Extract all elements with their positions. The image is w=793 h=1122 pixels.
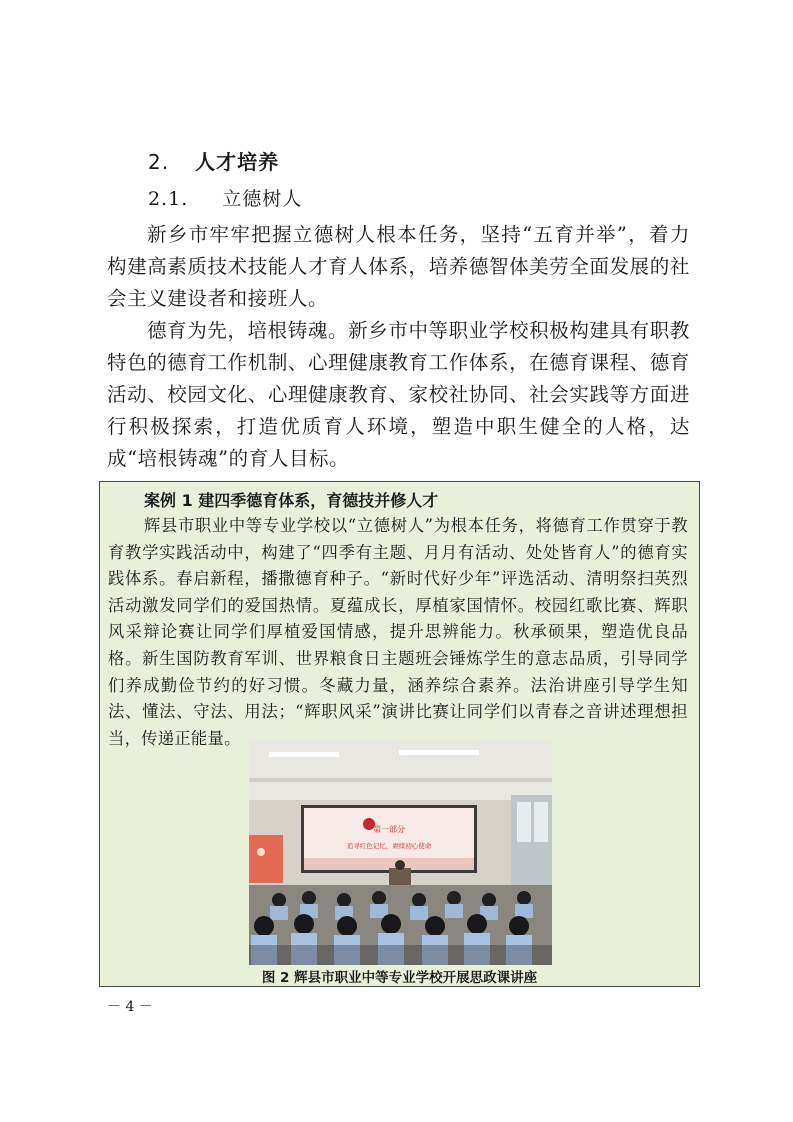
section-number: 2. [148,150,170,174]
section-heading [148,146,279,175]
case-study-box [99,481,700,987]
screen-subtitle: 追寻红色记忆，赓续初心使命 [346,842,432,850]
case-title: 案例 1 建四季德育体系，育德技并修人才 [144,491,439,510]
paragraph-intro: 新乡市牢牢把握立德树人根本任务，坚持“五育并举”，着力构建高素质技术技能人才育人体系，培养德智体美劳全面发展的社会主义建设者和接班人。 [107,223,690,310]
subsection-title: 立德树人 [222,188,303,210]
figure-caption: 图 2 辉县市职业中等专业学校开展思政课讲座 [261,970,538,986]
section-title: 人才培养 [195,150,280,174]
screen-title: 第一部分 [373,825,405,834]
subsection-heading [148,184,302,211]
subsection-number: 2.1. [148,188,189,210]
lecture-photo [249,740,552,965]
page-number: － 4 － [107,999,153,1015]
lecture-photo-illustration [249,740,552,965]
case-body: 辉县市职业中等专业学校以“立德树人”为根本任务，将德育工作贯穿于教育教学实践活动中，构建了“四季有主题、月月有活动、处处皆育人”的德育实践体系。春启新程，播撒德育种子。“新时代好少年”评选活动、清明祭扫英烈活动激发同学们的爱国热情。夏蕴成长，厚植家国情怀。校园红歌比赛、辉职风采辩论赛让同学们厚植爱国情感，提升思辨能力。秋承硕果，塑造优良品格。新生国防教育军训、世界粮食日主题班会锤炼学生的意志品质，引导同学们养成勤俭节约的好习惯。冬藏力量，涵养综合素养。法治讲座引导学生知法、懂法、守法、用法；“辉职风采”演讲比赛让同学们以青春之音讲述理想担当，传递正能量。 [108,516,688,748]
paragraph-moral-education: 德育为先，培根铸魂。新乡市中等职业学校积极构建具有职教特色的德育工作机制、心理健康教育工作体系，在德育课程、德育活动、校园文化、心理健康教育、家校社协同、社会实践等方面进行积极探索，打造优质育人环境，塑造中职生健全的人格，达成“培根铸魂”的育人目标。 [107,319,690,470]
